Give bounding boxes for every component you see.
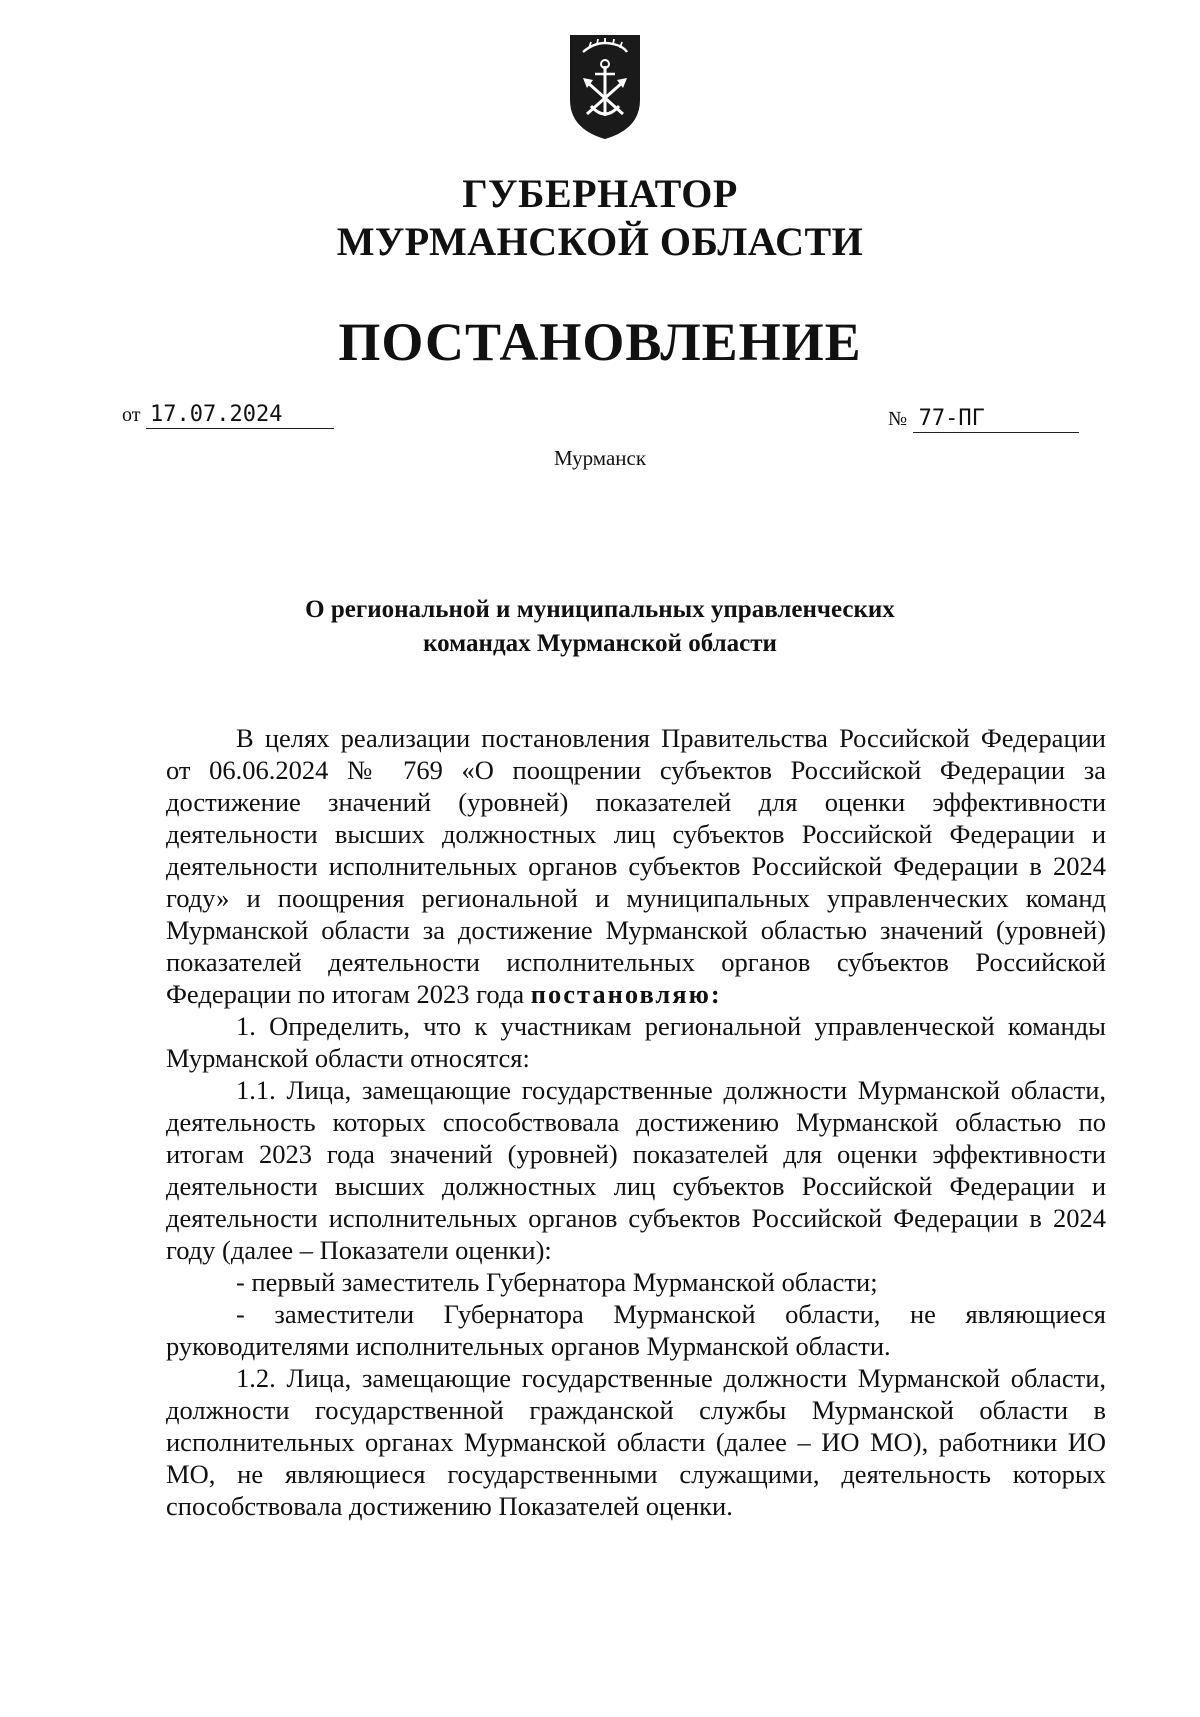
document-title-line2: командах Мурманской области xyxy=(423,630,777,657)
document-title-line1: О региональной и муниципальных управленческих xyxy=(305,596,895,623)
preamble-text: В целях реализации постановления Правительства Российской Федерации от 06.06.2024 № 769 «О поощрении субъектов Российской Федерации за достижение значений (уровней) показателей для оценки эффективности деятельности высших должностных лиц субъектов Российской Федерации и деятельности исполнительных органов субъектов Российской Федерации в 2024 году» и поощрения региональной и муниципальных управленческих команд Мурманской области за достижение Мурманской областью значений (уровней) показателей деятельности исполнительных органов субъектов Российской Федерации по итогам 2023 года xyxy=(166,723,1106,1009)
decree-word: постановляю: xyxy=(530,979,722,1009)
date-value: 17.07.2024 xyxy=(146,402,334,429)
bullet-deputies: - заместители Губернатора Мурманской области, не являющиеся руководителями исполнительных органов Мурманской области. xyxy=(166,1299,1106,1361)
document-body xyxy=(166,722,1106,1522)
date-field xyxy=(122,400,334,429)
document-type-heading: ПОСТАНОВЛЕНИЕ xyxy=(338,312,862,372)
document-number-value: 77-ПГ xyxy=(913,406,1079,433)
clause-1-1: 1.1. Лица, замещающие государственные должности Мурманской области, деятельность которых способствовала достижению Мурманской областью по итогам 2023 года значений (уровней) показателей для оценки эффективности деятельности высших должностных лиц субъектов Российской Федерации и деятельности исполнительных органов субъектов Российской Федерации в 2024 году (далее – Показатели оценки): xyxy=(166,1075,1106,1265)
city-label: Мурманск xyxy=(553,446,647,470)
date-prefix-label: от xyxy=(122,404,141,426)
number-field xyxy=(888,404,1079,433)
bullet-first-deputy: - первый заместитель Губернатора Мурманской области; xyxy=(236,1267,878,1297)
document-title xyxy=(0,593,1200,661)
organization-title-line2: МУРМАНСКОЙ ОБЛАСТИ xyxy=(336,219,864,264)
clause-1-2: 1.2. Лица, замещающие государственные должности Мурманской области, должности государственной гражданской службы Мурманской области в исполнительных органах Мурманской области (далее – ИО МО), работники ИО МО, не являющиеся государственными служащими, деятельность которых способствовала достижению Показателей оценки. xyxy=(166,1363,1106,1521)
number-sign-label: № xyxy=(888,408,908,430)
coat-of-arms-emblem xyxy=(567,30,643,140)
preamble-paragraph xyxy=(166,722,1106,1010)
clause-1: 1. Определить, что к участникам региональной управленческой команды Мурманской области относятся: xyxy=(166,1011,1106,1073)
organization-title-line1: ГУБЕРНАТОР xyxy=(462,171,738,216)
